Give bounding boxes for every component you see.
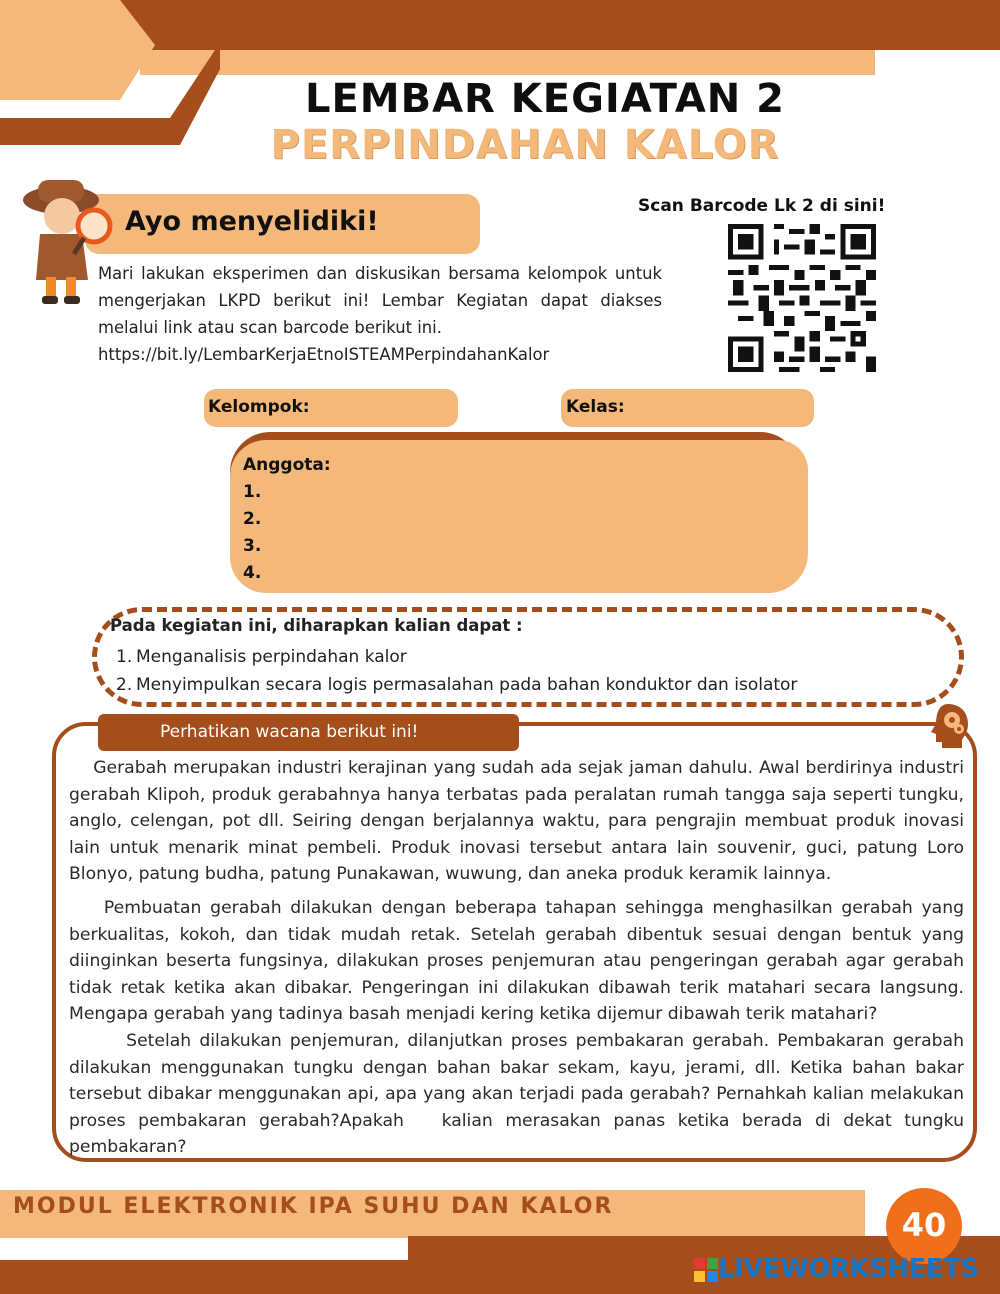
member-line-2: 2.: [243, 509, 262, 529]
member-line-3: 3.: [243, 536, 262, 556]
anggota-list: [243, 452, 331, 587]
intro-text: Mari lakukan eksperimen dan diskusikan bersama kelompok untuk mengerjakan LKPD berikut ini! Lembar Kegiatan dapat diakses melalui link atau scan barcode berikut ini.: [98, 264, 662, 337]
page-number: 40: [901, 1206, 947, 1244]
member-line-1: 1.: [243, 482, 262, 502]
reading-paragraph-3: Setelah dilakukan penjemuran, dilanjutkan proses pembakaran gerabah. Pembakaran gerabah dilakukan menggunakan tungku dengan bahan bakar sekam, kayu, jerami, dll. Ketika bahan bakar tersebut dibakar menggunakan api, apa yang akan terjadi pada gerabah? Pernahkah kalian melakukan proses pembakaran gerabah?Apakah kalian merasakan panas ketika berada di dekat tungku pembakaran?: [69, 1031, 964, 1158]
footer-bar-left: [0, 1260, 420, 1294]
reading-header: Perhatikan wacana berikut ini!: [160, 722, 419, 742]
section-heading: Ayo menyelidiki!: [125, 206, 379, 237]
page-subtitle: PERPINDAHAN KALOR: [270, 122, 780, 168]
kelas-label: Kelas:: [566, 397, 625, 417]
anggota-label: Anggota:: [243, 455, 331, 475]
reading-paragraph-2: Pembuatan gerabah dilakukan dengan beberapa tahapan sehingga menghasilkan gerabah yang berkualitas, kokoh, dan tidak mudah retak. Setelah gerabah dibentuk sesuai dengan bentuk yang diinginkan beserta fungsinya, dilakukan proses penjemuran atau pengeringan gerabah agar gerabah tidak retak ketika akan dibakar. Pengeringan ini dilakukan dibawah terik matahari secara langsung. Mengapa gerabah yang tadinya basah menjadi kering ketika dijemur dibawah terik matahari?: [69, 898, 964, 1025]
intro-paragraph: [98, 260, 662, 368]
top-banner-accent: [140, 50, 875, 75]
member-line-4: 4.: [243, 563, 262, 583]
objectives-title: Pada kegiatan ini, diharapkan kalian dapat :: [110, 616, 523, 635]
objectives-list: [116, 643, 797, 699]
objective-item: 2. Menyimpulkan secara logis permasalahan pada bahan konduktor dan isolator: [116, 675, 798, 695]
page-title: LEMBAR KEGIATAN 2: [304, 76, 786, 122]
worksheet-link[interactable]: https://bit.ly/LembarKerjaEtnoISTEAMPerpindahanKalor: [98, 345, 550, 364]
reading-paragraph-1: Gerabah merupakan industri kerajinan yang sudah ada sejak jaman dahulu. Awal berdirinya industri gerabah Klipoh, produk gerabahnya hanya terbatas pada peralatan rumah tangga saja seperti tungku, anglo, celengan, pot dll. Seiring dengan berjalannya waktu, para pengrajin membuat produk inovasi lain untuk menarik minat pembeli. Produk inovasi tersebut antara lain souvenir, guci, patung Loro Blonyo, patung budha, patung Punakawan, wuwung, dan aneka produk keramik lainnya.: [69, 758, 964, 885]
thinking-head-icon: [928, 702, 970, 750]
objective-item: 1. Menganalisis perpindahan kalor: [116, 647, 407, 667]
kelompok-label: Kelompok:: [208, 397, 310, 417]
liveworksheets-brand[interactable]: LIVEWORKSHEETS: [718, 1254, 979, 1284]
module-title: MODUL ELEKTRONIK IPA SUHU DAN KALOR: [13, 1194, 614, 1219]
scan-barcode-label: Scan Barcode Lk 2 di sini!: [638, 196, 886, 216]
liveworksheets-logo-icon: [694, 1258, 718, 1282]
qr-code-icon[interactable]: [728, 224, 876, 372]
